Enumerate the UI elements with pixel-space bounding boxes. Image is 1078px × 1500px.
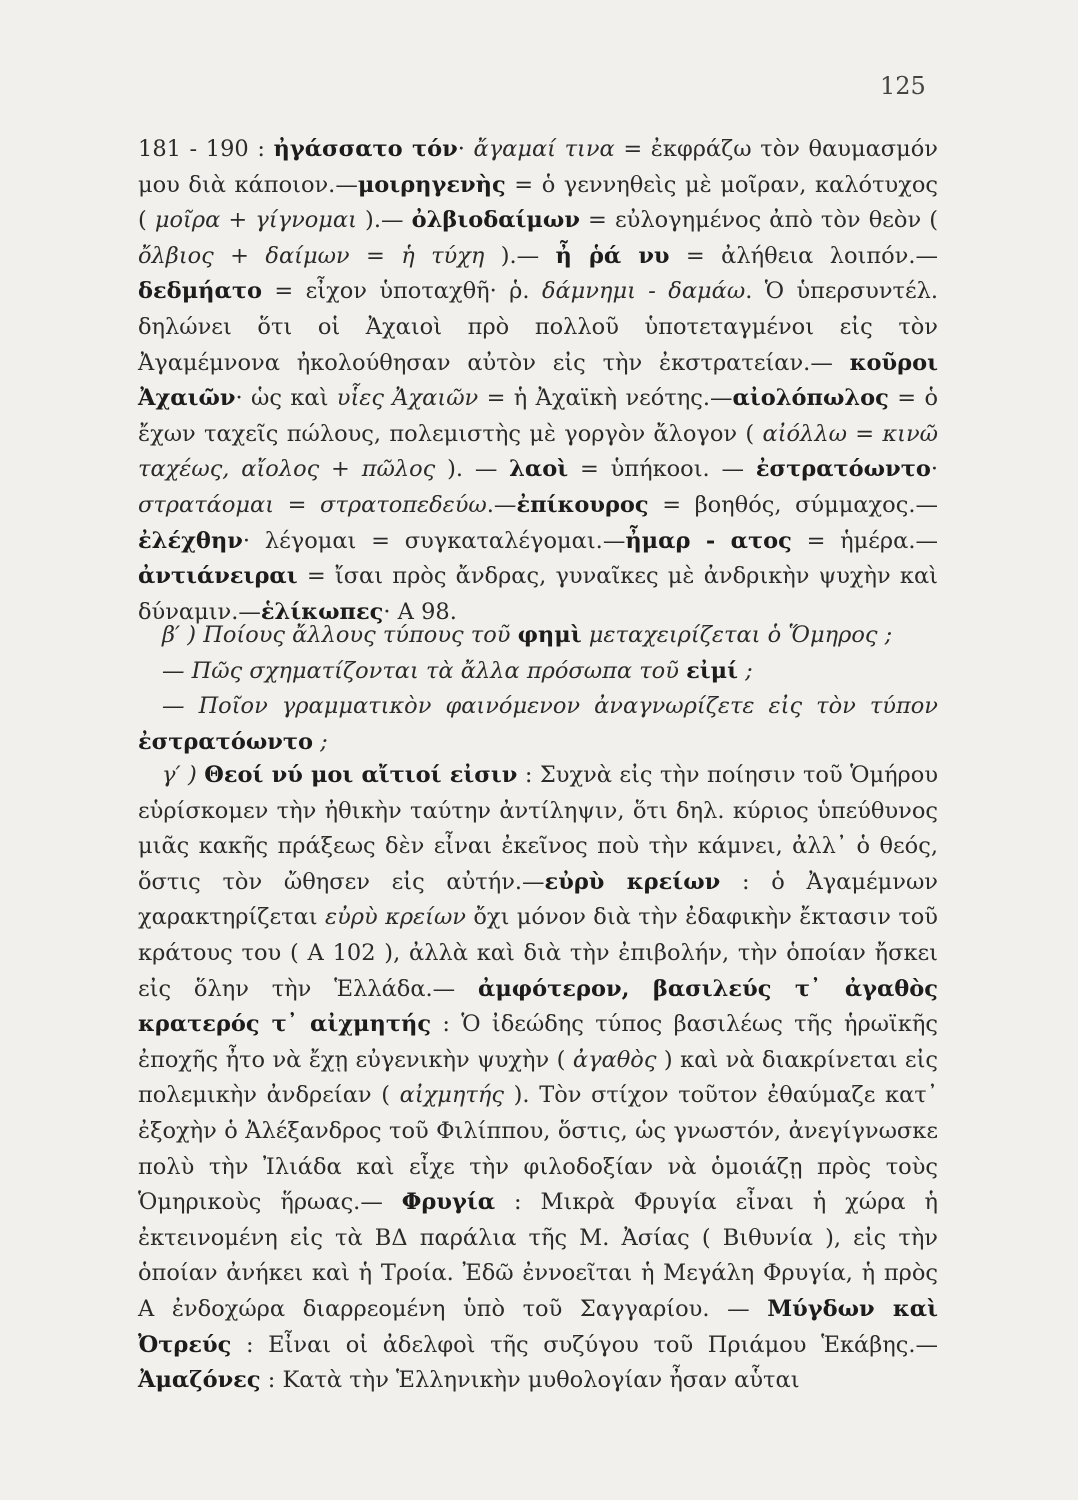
italic-run: στρατάομαι = στρατοπεδεύω xyxy=(138,491,487,518)
text-run: = ὁ γεννηθεὶς μὲ μοῖραν, καλότυχος ( xyxy=(138,171,938,234)
text-run: ὄχι μόνον διὰ τὴν ἐδαφικὴν ἔκτασιν τοῦ κράτους του ( Α 102 ), ἀλλὰ καὶ διὰ τὴν ἐπιβολήν, τὴν ὁποίαν ἤσκει εἰς ὅλην τὴν Ἑλλάδα.— xyxy=(138,904,938,1002)
headword: ἦ ῥά νυ xyxy=(555,242,670,269)
question-line xyxy=(138,689,938,760)
text-run: : ὁ Ἀγαμέμνων χαρακτηρίζεται xyxy=(138,868,938,931)
italic-run: υἷες Ἀχαιῶν xyxy=(336,385,479,412)
text-run: · λέγομαι = συγκαταλέγομαι.— xyxy=(242,527,626,554)
commentary-lines-181-190 xyxy=(138,132,938,630)
headword: ἠγάσσατο τόν xyxy=(273,136,458,162)
text-run: = ἀλήθεια λοιπόν.— xyxy=(669,242,938,269)
text-run: . Ὁ ὑπερσυντέλ. δηλώνει ὅτι οἱ Ἀχαιοὶ πρὸ πολλοῦ ὑποτεταγμένοι εἰς τὸν Ἀγαμέμνονα ἠκολούθησαν αὐτὸν εἰς τὴν ἐκστρατείαν.— xyxy=(138,278,939,376)
headword: ἐλέχθην xyxy=(138,527,243,554)
text-run: · ὡς καὶ xyxy=(235,385,337,412)
text-run: ). Τὸν στίχον τοῦτον ἐθαύμαζε κατ᾽ ἐξοχὴν ὁ Ἀλέξανδρος τοῦ Φιλίππου, ὅστις, ὡς γνωστόν, ἀνεγίγνωσκε πολὺ τὴν Ἰλιάδα καὶ εἶχε τὴν φιλοδοξίαν νὰ ὁμοιάζῃ πρὸς τοὺς Ὁμηρικοὺς ἥρωας.— xyxy=(138,1082,938,1216)
text-run: : Συχνὰ εἰς τὴν ποίησιν τοῦ Ὁμήρου εὑρίσκομεν τὴν ἠθικὴν ταύτην ἀντίληψιν, ὅτι δηλ. κύριος ὑπεύθυνος μιᾶς κακῆς πράξεως δὲν εἶναι ἐκεῖνος ποὺ τὴν κάμνει, ἀλλ᾽ ὁ θεός, ὅστις τὸν ὤθησεν εἰς αὐτήν.— xyxy=(138,762,939,895)
text-run: = ὑπήκοοι. — xyxy=(568,456,756,483)
text-run: = εὐλογημένος ἀπὸ τὸν θεὸν ( xyxy=(579,207,938,234)
italic-run: εὐρὺ κρείων xyxy=(325,904,466,931)
italic-run: β′ ) Ποίους ἄλλους τύπους τοῦ xyxy=(162,622,518,648)
text-run: : Μικρὰ Φρυγία εἶναι ἡ χώρα ἡ ἐκτεινομένη εἰς τὰ ΒΔ παράλια τῆς Μ. Ἀσίας ( Βιθυνία ), εἰς τὴν ὁποίαν ἀνήκει καὶ ἡ Τροία. Ἐδῶ ἐννοεῖται ἡ Μεγάλη Φρυγία, ἡ πρὸς Α ἐνδοχώρα διαρρεομένη ὑπὸ τοῦ Σαγγαρίου. — xyxy=(138,1189,938,1322)
headword: ὀλβιοδαίμων xyxy=(411,207,580,234)
headword: μοιρηγενὴς xyxy=(357,171,506,198)
text-run: = βοηθός, σύμμαχος.— xyxy=(648,491,938,518)
italic-run: μοῖρα + γίγνομαι xyxy=(154,207,357,234)
commentary-paragraph xyxy=(138,758,938,1399)
headword: φημὶ xyxy=(517,622,582,648)
text-run: ).— xyxy=(484,242,556,269)
italic-run: — Πῶς σχηματίζονται τὰ ἄλλα πρόσωπα τοῦ xyxy=(162,657,687,684)
commentary-section-c xyxy=(138,758,938,1399)
text-run: ).— xyxy=(356,207,412,234)
text-run: · Α 98. xyxy=(383,598,457,625)
italic-run: αἰχμητής xyxy=(399,1082,504,1109)
headword: ἐστρατόωντο xyxy=(138,728,314,755)
page-number: 125 xyxy=(880,72,926,100)
text-run: · xyxy=(930,456,938,483)
headword: ἑλίκωπες xyxy=(260,598,384,625)
text-run: 181 - 190 : xyxy=(138,136,274,162)
text-run: = εἶχον ὑποταχθῆ· ῥ. xyxy=(261,278,542,305)
italic-run: ἀγαθὸς xyxy=(572,1046,657,1073)
text-run: : Ὁ ἰδεώδης τύπος βασιλέως τῆς ἡρωϊκῆς ἐποχῆς ἦτο νὰ ἔχῃ εὐγενικὴν ψυχὴν ( xyxy=(138,1011,938,1073)
headword: λαοὶ xyxy=(509,456,569,483)
italic-run: ἄγαμαί τινα xyxy=(473,136,615,162)
italic-run: δάμνημι - δαμάω xyxy=(541,278,746,305)
questions-section-b xyxy=(138,618,938,760)
headword: Μύγδων καὶ Ὀτρεύς xyxy=(138,1295,938,1358)
question-line xyxy=(138,618,938,654)
headword: Θεοί νύ μοι αἴτιοί εἰσιν xyxy=(204,762,518,788)
text-run: ) καὶ νὰ διακρίνεται εἰς πολεμικὴν ἀνδρείαν ( xyxy=(138,1046,938,1109)
headword: ἀμφότερον, βασιλεύς τ᾽ ἀγαθὸς κρατερός τ᾽ αἰχμητής xyxy=(138,975,939,1038)
headword: κοῦροι Ἀχαιῶν xyxy=(138,349,938,412)
text-run: = ἡμέρα.— xyxy=(791,527,939,554)
italic-run: ὄλβιος + δαίμων = ἡ τύχη xyxy=(138,242,485,269)
headword: ἐστρατόωντο xyxy=(755,456,931,483)
text-run: ). — xyxy=(435,456,510,483)
text-run: = ἡ Ἀχαϊκὴ νεότης.— xyxy=(478,385,733,412)
text-run: : Κατὰ τὴν Ἑλληνικὴν μυθολογίαν ἦσαν αὗται xyxy=(260,1367,800,1394)
italic-run: ; xyxy=(737,657,753,684)
text-run: : Εἶναι οἱ ἀδελφοὶ τῆς συζύγου τοῦ Πριάμου Ἑκάβης.— xyxy=(231,1331,938,1358)
italic-run: γ′ ) xyxy=(162,762,205,788)
headword: ἐπίκουρος xyxy=(516,491,649,518)
headword: εἰμί xyxy=(686,657,738,684)
headword: εὐρὺ κρείων xyxy=(544,868,721,895)
headword: Φρυγία xyxy=(401,1189,496,1216)
headword: Ἀμαζόνες xyxy=(138,1367,261,1394)
headword: αἰολόπωλος xyxy=(732,385,889,412)
commentary-paragraph xyxy=(138,132,938,630)
text-run: · xyxy=(457,136,474,162)
question-line xyxy=(138,654,938,690)
italic-run: ; xyxy=(313,728,328,755)
italic-run: μεταχειρίζεται ὁ Ὅμηρος ; xyxy=(581,622,893,648)
italic-run: — Ποῖον γραμματικὸν φαινόμενον ἀναγνωρίζετε εἰς τὸν τύπον xyxy=(162,693,938,720)
headword: ἀντιάνειραι xyxy=(138,563,298,590)
headword: δεδμήατο xyxy=(138,278,262,305)
text-run: = ὁ ἔχων ταχεῖς πώλους, πολεμιστὴς μὲ γοργὸν ἄλογον ( xyxy=(138,385,939,447)
italic-run: αἰόλλω = κινῶ ταχέως, αἴολος + πῶλος xyxy=(138,420,938,483)
headword: ἦμαρ - ατος xyxy=(625,527,792,554)
text-run: = ἴσαι πρὸς ἄνδρας, γυναῖκες μὲ ἀνδρικὴν ψυχὴν καὶ δύναμιν.— xyxy=(138,563,938,625)
text-run: = ἐκφράζω τὸν θαυμασμόν μου διὰ κάποιον.— xyxy=(138,136,938,198)
text-run: .— xyxy=(486,491,517,518)
